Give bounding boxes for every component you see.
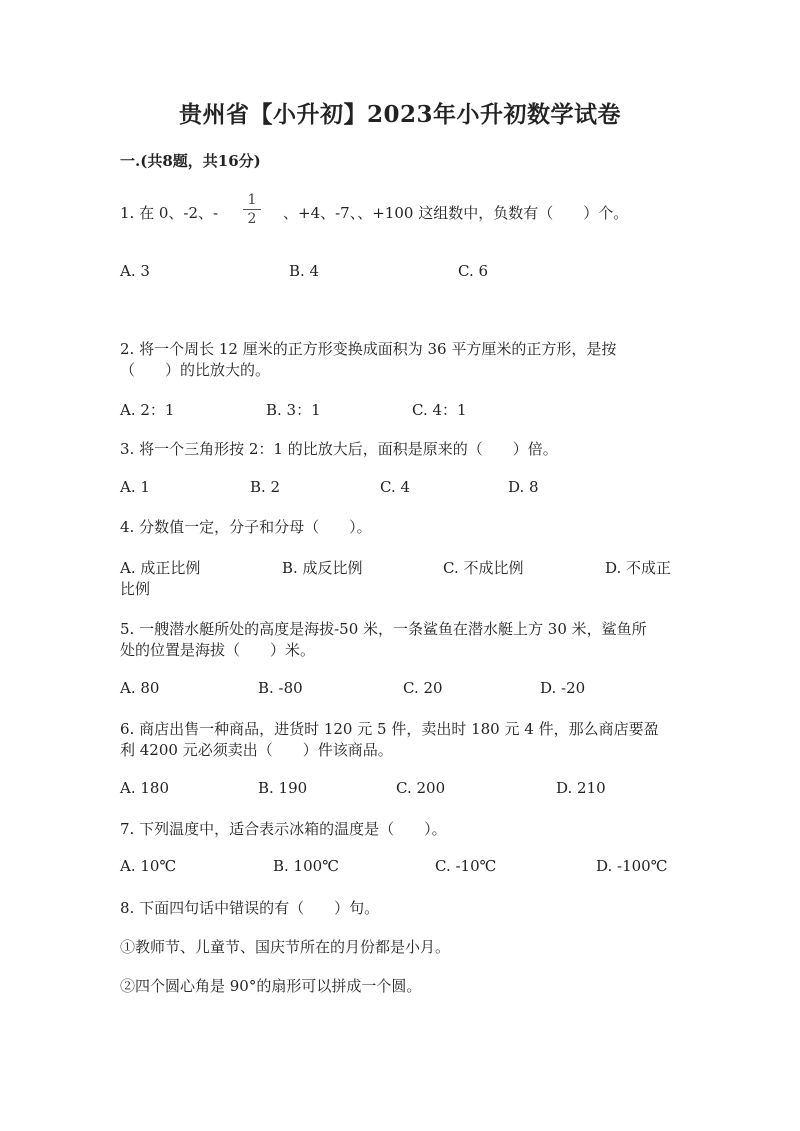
- q7-option-c: C. -10℃: [435, 857, 497, 875]
- q4-option-c: C. 不成比例: [443, 559, 524, 577]
- q2-option-c: C. 4：1: [412, 401, 467, 419]
- q4-option-a: A. 成正比例: [120, 559, 201, 577]
- q6-option-c: C. 200: [396, 779, 446, 797]
- question-8-text: 8. 下面四句话中错误的有（ ）句。: [120, 899, 380, 917]
- question-2-line-2: （ ）的比放大的。: [120, 361, 271, 379]
- q3-option-c: C. 4: [380, 478, 411, 496]
- q4-option-d: D. 不成正: [605, 559, 672, 577]
- q8-statement-2: ②四个圆心角是 90°的扇形可以拼成一个圆。: [120, 977, 422, 995]
- q6-option-d: D. 210: [556, 779, 606, 797]
- question-6-line-2: 利 4200 元必须卖出（ ）件该商品。: [120, 741, 393, 759]
- q8-statement-1: ①教师节、儿童节、国庆节所在的月份都是小月。: [120, 938, 451, 956]
- question-4-text: 4. 分数值一定，分子和分母（ ）。: [120, 518, 372, 536]
- fraction-bar: [243, 209, 261, 210]
- question-1-text-before: 1. 在 0、-2、-: [120, 204, 219, 222]
- q5-option-c: C. 20: [403, 679, 443, 697]
- q6-option-b: B. 190: [258, 779, 308, 797]
- q7-option-b: B. 100℃: [273, 857, 339, 875]
- question-3-text: 3. 将一个三角形按 2：1 的比放大后，面积是原来的（ ）倍。: [120, 440, 558, 458]
- q7-option-a: A. 10℃: [120, 857, 177, 875]
- q2-option-a: A. 2：1: [120, 401, 175, 419]
- q6-option-a: A. 180: [120, 779, 169, 797]
- question-5-line-2: 处的位置是海拔（ ）米。: [120, 641, 316, 659]
- fraction-numerator: 1: [247, 192, 257, 208]
- q3-option-d: D. 8: [508, 478, 539, 496]
- q1-option-b: B. 4: [289, 262, 320, 280]
- question-5-line-1: 5. 一艘潜水艇所处的高度是海拔-50 米，一条鲨鱼在潜水艇上方 30 米，鲨鱼所: [120, 620, 647, 638]
- question-1-text-after: 、+4、-7、、+100 这组数中，负数有（ ）个。: [283, 204, 629, 222]
- q5-option-a: A. 80: [120, 679, 160, 697]
- q3-option-a: A. 1: [120, 478, 150, 496]
- q1-option-c: C. 6: [458, 262, 489, 280]
- question-7-text: 7. 下列温度中，适合表示冰箱的温度是（ ）。: [120, 820, 447, 838]
- q4-option-b: B. 成反比例: [282, 559, 363, 577]
- fraction-one-half: [243, 192, 261, 227]
- q1-option-a: A. 3: [120, 262, 150, 280]
- q5-option-d: D. -20: [540, 679, 586, 697]
- q5-option-b: B. -80: [258, 679, 303, 697]
- question-6-line-1: 6. 商店出售一种商品，进货时 120 元 5 件，卖出时 180 元 4 件，那么商店要盈: [120, 720, 659, 738]
- q4-option-d-wrap: 比例: [120, 580, 151, 598]
- section-heading: 一.(共8题，共16分): [120, 152, 261, 170]
- fraction-denominator: 2: [247, 211, 257, 227]
- page-title: 贵州省【小升初】2023年小升初数学试卷: [178, 101, 621, 128]
- q7-option-d: D. -100℃: [596, 857, 668, 875]
- q2-option-b: B. 3：1: [266, 401, 321, 419]
- question-2-line-1: 2. 将一个周长 12 厘米的正方形变换成面积为 36 平方厘米的正方形，是按: [120, 340, 617, 358]
- q3-option-b: B. 2: [250, 478, 281, 496]
